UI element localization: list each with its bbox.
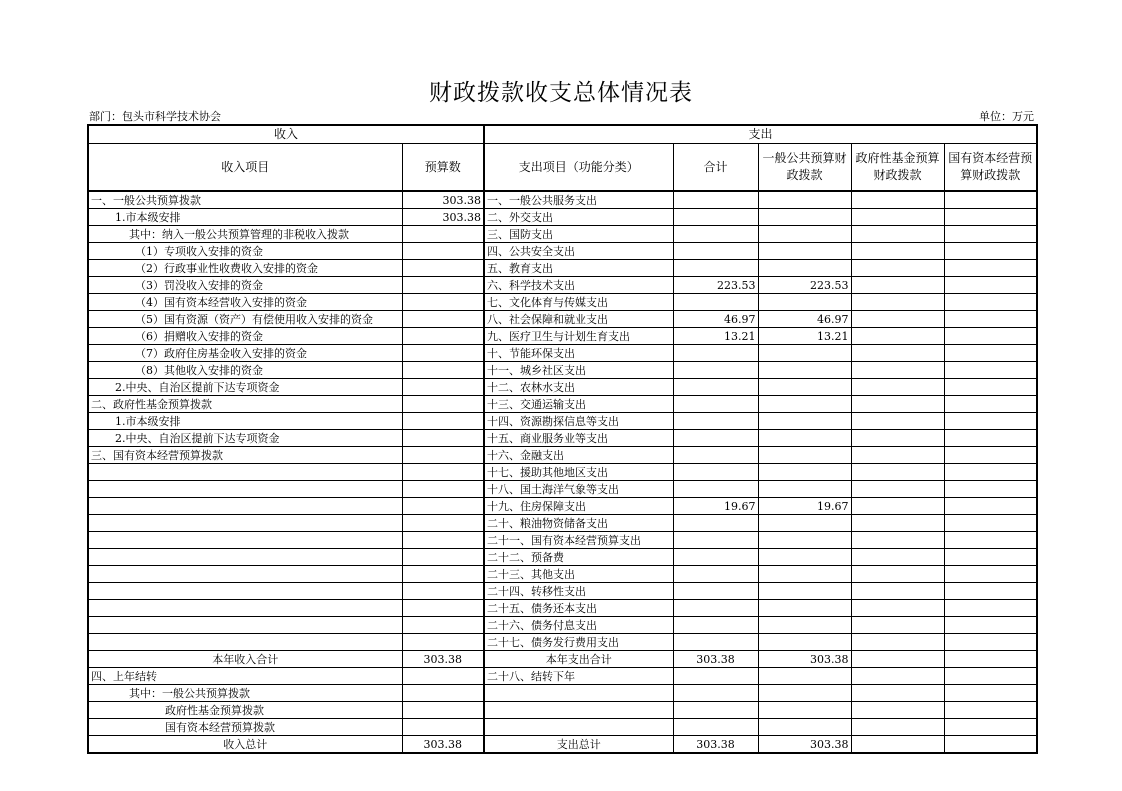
table-row	[88, 447, 1037, 464]
total-cell	[673, 685, 758, 702]
table-row	[88, 362, 1037, 379]
gov-fund-cell	[851, 685, 944, 702]
table-row	[88, 651, 1037, 668]
income-item-cell: （7）政府住房基金收入安排的资金	[88, 345, 402, 362]
gov-fund-cell	[851, 719, 944, 736]
state-capital-cell	[944, 668, 1037, 685]
budget-cell	[402, 294, 484, 311]
expense-item-cell: 四、公共安全支出	[484, 243, 673, 260]
expense-item-cell: 十六、金融支出	[484, 447, 673, 464]
gov-fund-cell	[851, 379, 944, 396]
total-cell	[673, 549, 758, 566]
expense-item-header: 支出项目（功能分类）	[484, 144, 673, 192]
income-item-cell	[88, 515, 402, 532]
expense-item-cell: 二、外交支出	[484, 209, 673, 226]
general-budget-cell	[758, 600, 851, 617]
income-item-cell	[88, 481, 402, 498]
gov-fund-header: 政府性基金预算财政拨款	[851, 144, 944, 192]
total-cell	[673, 617, 758, 634]
state-capital-cell	[944, 617, 1037, 634]
budget-cell	[402, 583, 484, 600]
general-budget-cell	[758, 532, 851, 549]
budget-cell	[402, 226, 484, 243]
general-budget-cell	[758, 226, 851, 243]
income-item-cell: （5）国有资源（资产）有偿使用收入安排的资金	[88, 311, 402, 328]
income-section-header: 收入	[88, 125, 484, 144]
total-cell	[673, 243, 758, 260]
state-capital-cell	[944, 549, 1037, 566]
gov-fund-cell	[851, 583, 944, 600]
table-row	[88, 600, 1037, 617]
expense-item-cell: 十八、国土海洋气象等支出	[484, 481, 673, 498]
income-item-cell	[88, 600, 402, 617]
expense-item-cell: 二十一、国有资本经营预算支出	[484, 532, 673, 549]
budget-cell	[402, 668, 484, 685]
table-row	[88, 634, 1037, 651]
expense-item-cell: 本年支出合计	[484, 651, 673, 668]
general-budget-cell	[758, 464, 851, 481]
state-capital-cell	[944, 566, 1037, 583]
income-item-cell: （3）罚没收入安排的资金	[88, 277, 402, 294]
total-cell	[673, 430, 758, 447]
gov-fund-cell	[851, 532, 944, 549]
total-cell	[673, 294, 758, 311]
table-row	[88, 668, 1037, 685]
state-capital-cell	[944, 379, 1037, 396]
expense-item-cell: 十五、商业服务业等支出	[484, 430, 673, 447]
general-budget-cell: 303.38	[758, 736, 851, 754]
general-budget-cell	[758, 362, 851, 379]
table-row	[88, 191, 1037, 209]
total-cell	[673, 600, 758, 617]
income-item-cell: 一、一般公共预算拨款	[88, 191, 402, 209]
general-budget-cell	[758, 719, 851, 736]
state-capital-cell	[944, 311, 1037, 328]
income-item-cell: （8）其他收入安排的资金	[88, 362, 402, 379]
expense-item-cell: 九、医疗卫生与计划生育支出	[484, 328, 673, 345]
table-row	[88, 413, 1037, 430]
general-budget-cell: 223.53	[758, 277, 851, 294]
state-capital-cell	[944, 702, 1037, 719]
total-cell	[673, 668, 758, 685]
expense-item-cell: 二十、粮油物资储备支出	[484, 515, 673, 532]
expense-item-cell: 十四、资源勘探信息等支出	[484, 413, 673, 430]
total-cell	[673, 719, 758, 736]
state-capital-cell	[944, 515, 1037, 532]
budget-cell	[402, 600, 484, 617]
income-item-cell: 三、国有资本经营预算拨款	[88, 447, 402, 464]
expense-item-cell: 支出总计	[484, 736, 673, 754]
state-capital-cell	[944, 447, 1037, 464]
state-capital-cell	[944, 294, 1037, 311]
gov-fund-cell	[851, 600, 944, 617]
budget-header: 预算数	[402, 144, 484, 192]
total-cell	[673, 191, 758, 209]
gov-fund-cell	[851, 277, 944, 294]
expense-item-cell: 十九、住房保障支出	[484, 498, 673, 515]
table-row	[88, 430, 1037, 447]
income-item-cell	[88, 617, 402, 634]
general-budget-cell	[758, 345, 851, 362]
state-capital-cell	[944, 430, 1037, 447]
state-capital-cell	[944, 396, 1037, 413]
gov-fund-cell	[851, 498, 944, 515]
column-header-row	[88, 144, 1037, 192]
budget-cell	[402, 260, 484, 277]
table-row	[88, 583, 1037, 600]
state-capital-cell	[944, 600, 1037, 617]
budget-cell: 303.38	[402, 191, 484, 209]
budget-cell	[402, 464, 484, 481]
expense-item-cell	[484, 702, 673, 719]
table-row	[88, 498, 1037, 515]
gov-fund-cell	[851, 413, 944, 430]
budget-cell	[402, 498, 484, 515]
general-budget-cell	[758, 566, 851, 583]
budget-cell	[402, 719, 484, 736]
income-item-cell	[88, 566, 402, 583]
budget-cell	[402, 532, 484, 549]
income-item-cell	[88, 498, 402, 515]
income-item-header: 收入项目	[88, 144, 402, 192]
gov-fund-cell	[851, 617, 944, 634]
table-row	[88, 328, 1037, 345]
income-item-cell: 1.市本级安排	[88, 413, 402, 430]
budget-cell	[402, 515, 484, 532]
state-capital-cell	[944, 260, 1037, 277]
expense-item-cell: 二十二、预备费	[484, 549, 673, 566]
income-item-cell: 1.市本级安排	[88, 209, 402, 226]
state-capital-cell	[944, 209, 1037, 226]
table-row	[88, 277, 1037, 294]
total-cell	[673, 226, 758, 243]
budget-cell	[402, 447, 484, 464]
budget-cell	[402, 413, 484, 430]
gov-fund-cell	[851, 702, 944, 719]
total-cell	[673, 532, 758, 549]
expense-item-cell: 三、国防支出	[484, 226, 673, 243]
expense-item-cell: 二十七、债务发行费用支出	[484, 634, 673, 651]
total-cell	[673, 447, 758, 464]
budget-cell	[402, 243, 484, 260]
income-item-cell	[88, 532, 402, 549]
department-label: 部门：包头市科学技术协会	[89, 110, 221, 123]
total-cell: 46.97	[673, 311, 758, 328]
table-row	[88, 549, 1037, 566]
budget-cell: 303.38	[402, 736, 484, 754]
table-row	[88, 532, 1037, 549]
state-capital-cell	[944, 464, 1037, 481]
income-item-cell	[88, 464, 402, 481]
table-row	[88, 617, 1037, 634]
budget-cell	[402, 277, 484, 294]
income-item-cell: 其中：一般公共预算拨款	[88, 685, 402, 702]
income-item-cell: （1）专项收入安排的资金	[88, 243, 402, 260]
total-cell	[673, 515, 758, 532]
budget-cell	[402, 345, 484, 362]
expense-item-cell: 七、文化体育与传媒支出	[484, 294, 673, 311]
total-cell	[673, 634, 758, 651]
table-row	[88, 294, 1037, 311]
income-item-cell: 2.中央、自治区提前下达专项资金	[88, 379, 402, 396]
table-row	[88, 243, 1037, 260]
general-budget-cell	[758, 481, 851, 498]
general-budget-cell	[758, 191, 851, 209]
state-capital-cell	[944, 277, 1037, 294]
report-title: 财政拨款收支总体情况表	[429, 80, 693, 106]
table-row	[88, 464, 1037, 481]
state-capital-cell	[944, 736, 1037, 754]
total-cell: 13.21	[673, 328, 758, 345]
income-item-cell: （6）捐赠收入安排的资金	[88, 328, 402, 345]
income-item-cell	[88, 583, 402, 600]
general-budget-cell	[758, 396, 851, 413]
budget-cell	[402, 362, 484, 379]
gov-fund-cell	[851, 515, 944, 532]
total-cell: 19.67	[673, 498, 758, 515]
expense-item-cell: 十二、农林水支出	[484, 379, 673, 396]
income-item-cell: 本年收入合计	[88, 651, 402, 668]
expense-item-cell: 二十三、其他支出	[484, 566, 673, 583]
state-capital-cell	[944, 634, 1037, 651]
expense-item-cell: 十、节能环保支出	[484, 345, 673, 362]
general-budget-cell	[758, 549, 851, 566]
general-budget-cell	[758, 617, 851, 634]
gov-fund-cell	[851, 549, 944, 566]
state-capital-cell	[944, 362, 1037, 379]
state-capital-cell	[944, 532, 1037, 549]
total-cell	[673, 481, 758, 498]
budget-cell	[402, 702, 484, 719]
expense-item-cell	[484, 685, 673, 702]
general-budget-cell	[758, 379, 851, 396]
general-budget-cell	[758, 685, 851, 702]
gov-fund-cell	[851, 464, 944, 481]
state-capital-cell	[944, 226, 1037, 243]
table-row	[88, 566, 1037, 583]
table-row	[88, 736, 1037, 754]
gov-fund-cell	[851, 430, 944, 447]
income-item-cell: 四、上年结转	[88, 668, 402, 685]
table-row	[88, 719, 1037, 736]
table-row	[88, 396, 1037, 413]
total-cell: 223.53	[673, 277, 758, 294]
total-cell	[673, 702, 758, 719]
gov-fund-cell	[851, 294, 944, 311]
table-row	[88, 226, 1037, 243]
state-capital-cell	[944, 651, 1037, 668]
general-budget-cell: 303.38	[758, 651, 851, 668]
expense-item-cell	[484, 719, 673, 736]
budget-cell	[402, 379, 484, 396]
total-cell	[673, 464, 758, 481]
budget-table	[87, 124, 1038, 754]
expense-item-cell: 二十五、债务还本支出	[484, 600, 673, 617]
general-budget-cell	[758, 515, 851, 532]
general-budget-cell	[758, 430, 851, 447]
income-item-cell: （4）国有资本经营收入安排的资金	[88, 294, 402, 311]
total-cell	[673, 413, 758, 430]
budget-cell	[402, 430, 484, 447]
gov-fund-cell	[851, 736, 944, 754]
state-capital-cell	[944, 191, 1037, 209]
budget-cell: 303.38	[402, 651, 484, 668]
table-row	[88, 685, 1037, 702]
table-row	[88, 311, 1037, 328]
budget-cell	[402, 685, 484, 702]
table-row	[88, 481, 1037, 498]
budget-cell	[402, 634, 484, 651]
state-capital-cell	[944, 481, 1037, 498]
gov-fund-cell	[851, 396, 944, 413]
state-capital-cell	[944, 345, 1037, 362]
total-cell	[673, 209, 758, 226]
expense-item-cell: 五、教育支出	[484, 260, 673, 277]
gov-fund-cell	[851, 651, 944, 668]
table-row	[88, 702, 1037, 719]
gov-fund-cell	[851, 566, 944, 583]
budget-cell: 303.38	[402, 209, 484, 226]
gov-fund-cell	[851, 345, 944, 362]
table-row	[88, 209, 1037, 226]
total-cell: 303.38	[673, 736, 758, 754]
total-cell	[673, 583, 758, 600]
total-cell	[673, 566, 758, 583]
expense-item-cell: 一、一般公共服务支出	[484, 191, 673, 209]
budget-cell	[402, 549, 484, 566]
general-budget-cell	[758, 583, 851, 600]
general-budget-cell: 19.67	[758, 498, 851, 515]
table-row	[88, 260, 1037, 277]
income-item-cell: 政府性基金预算拨款	[88, 702, 402, 719]
general-budget-cell	[758, 243, 851, 260]
general-budget-cell	[758, 209, 851, 226]
gov-fund-cell	[851, 668, 944, 685]
income-item-cell: 2.中央、自治区提前下达专项资金	[88, 430, 402, 447]
total-cell	[673, 379, 758, 396]
table-row	[88, 379, 1037, 396]
budget-cell	[402, 566, 484, 583]
gov-fund-cell	[851, 311, 944, 328]
income-item-cell: （2）行政事业性收费收入安排的资金	[88, 260, 402, 277]
section-header-row	[88, 125, 1037, 144]
income-item-cell	[88, 634, 402, 651]
total-cell	[673, 396, 758, 413]
state-capital-cell	[944, 243, 1037, 260]
total-header: 合计	[673, 144, 758, 192]
gov-fund-cell	[851, 191, 944, 209]
expense-item-cell: 二十六、债务付息支出	[484, 617, 673, 634]
budget-cell	[402, 328, 484, 345]
budget-cell	[402, 311, 484, 328]
general-budget-cell	[758, 294, 851, 311]
general-budget-cell: 46.97	[758, 311, 851, 328]
gov-fund-cell	[851, 481, 944, 498]
income-item-cell: 国有资本经营预算拨款	[88, 719, 402, 736]
general-budget-cell	[758, 260, 851, 277]
total-cell	[673, 345, 758, 362]
expense-item-cell: 六、科学技术支出	[484, 277, 673, 294]
table-row	[88, 345, 1037, 362]
state-capital-cell	[944, 685, 1037, 702]
expense-item-cell: 十一、城乡社区支出	[484, 362, 673, 379]
general-budget-cell	[758, 634, 851, 651]
gov-fund-cell	[851, 328, 944, 345]
budget-cell	[402, 396, 484, 413]
gov-fund-cell	[851, 362, 944, 379]
income-item-cell: 其中：纳入一般公共预算管理的非税收入拨款	[88, 226, 402, 243]
expense-item-cell: 十七、援助其他地区支出	[484, 464, 673, 481]
total-cell	[673, 362, 758, 379]
general-budget-cell	[758, 702, 851, 719]
table-row	[88, 515, 1037, 532]
expense-item-cell: 八、社会保障和就业支出	[484, 311, 673, 328]
income-item-cell	[88, 549, 402, 566]
gov-fund-cell	[851, 226, 944, 243]
total-cell: 303.38	[673, 651, 758, 668]
state-capital-header: 国有资本经营预算财政拨款	[944, 144, 1037, 192]
state-capital-cell	[944, 498, 1037, 515]
gov-fund-cell	[851, 260, 944, 277]
gov-fund-cell	[851, 634, 944, 651]
general-budget-header: 一般公共预算财政拨款	[758, 144, 851, 192]
gov-fund-cell	[851, 209, 944, 226]
budget-cell	[402, 617, 484, 634]
expense-section-header: 支出	[484, 125, 1037, 144]
general-budget-cell	[758, 447, 851, 464]
gov-fund-cell	[851, 447, 944, 464]
budget-cell	[402, 481, 484, 498]
general-budget-cell: 13.21	[758, 328, 851, 345]
total-cell	[673, 260, 758, 277]
income-item-cell: 收入总计	[88, 736, 402, 754]
expense-item-cell: 二十八、结转下年	[484, 668, 673, 685]
state-capital-cell	[944, 328, 1037, 345]
general-budget-cell	[758, 413, 851, 430]
expense-item-cell: 十三、交通运输支出	[484, 396, 673, 413]
income-item-cell: 二、政府性基金预算拨款	[88, 396, 402, 413]
state-capital-cell	[944, 583, 1037, 600]
expense-item-cell: 二十四、转移性支出	[484, 583, 673, 600]
gov-fund-cell	[851, 243, 944, 260]
state-capital-cell	[944, 719, 1037, 736]
unit-label: 单位：万元	[979, 110, 1034, 123]
state-capital-cell	[944, 413, 1037, 430]
general-budget-cell	[758, 668, 851, 685]
